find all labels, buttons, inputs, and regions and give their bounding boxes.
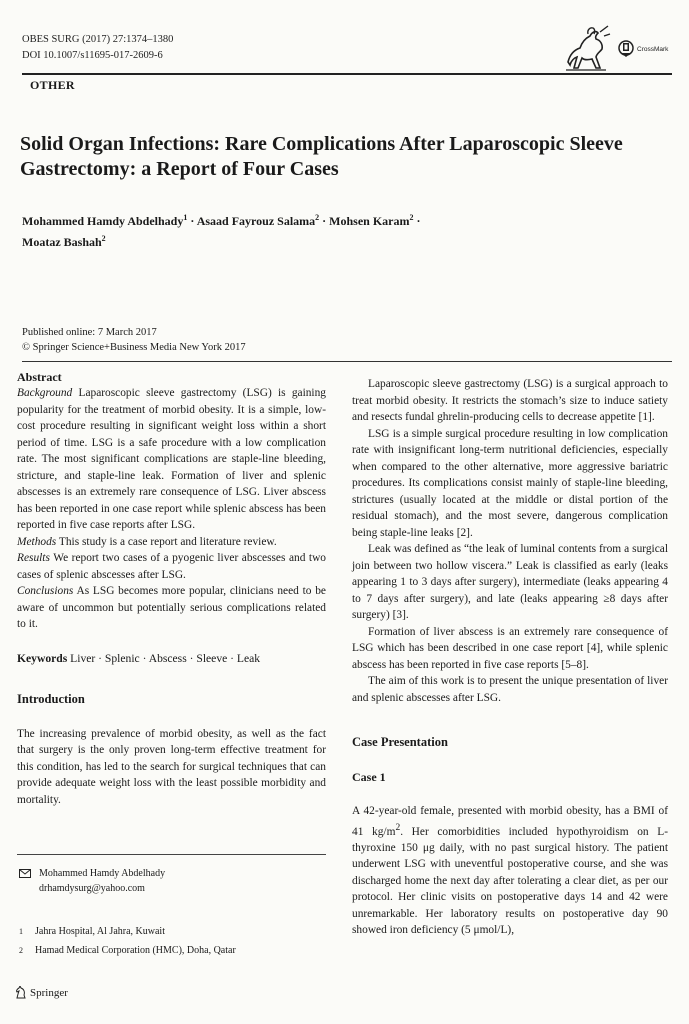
- body-paragraph: Formation of liver abscess is an extremely rare consequence of LSG which has been described in one case report [4], while splenic abscess has been reported in five case reports [5–8].: [352, 625, 668, 671]
- crossmark-icon: [618, 40, 634, 58]
- body-paragraph: Leak was defined as “the leak of luminal contents from a surgical join between two hollow viscera.” Leak is classified as early (leaks appearing 1 to 3 days after surgery), intermediate (leaks appearing 4 to 7 days after surgery), and late (leaks appearing ≥8 days after surgery) [3].: [352, 543, 668, 621]
- affiliation-number: 2: [19, 946, 23, 955]
- author-affiliation-marker: 2: [101, 234, 106, 243]
- keywords-text: Liver · Splenic · Abscess · Sleeve · Leak: [70, 651, 261, 665]
- article-section-type: OTHER: [30, 78, 75, 92]
- abstract-results: [17, 550, 326, 583]
- affiliation-1: [19, 924, 165, 939]
- abstract-label: Methods: [17, 535, 57, 548]
- author-list: Mohammed Hamdy Abdelhady$^1$ · Asaad Fayrouz Salama$^2$ · Mohsen Karam$^2$ · Moataz Bashah$^2$: [22, 213, 421, 249]
- copyright-line: © Springer Science+Business Media New York 2017: [22, 342, 246, 353]
- abstract-label: Background: [17, 387, 73, 399]
- corresponding-author-email[interactable]: drhamdysurg@yahoo.com: [39, 883, 145, 894]
- journal-citation: OBES SURG (2017) 27:1374–1380: [22, 34, 174, 45]
- abstract-text: As LSG becomes more popular, clinicians need to be aware of uncommon but potentially serious complications related to it.: [17, 585, 326, 630]
- body-paragraph: LSG is a simple surgical procedure resulting in low complication rate with insignificant long-term nutritional deficiencies, especially when compared to the other alternative, more aggressive bariatric procedures. Its complications consist mainly of staple-line bleeding, strictures (usually located at the middle or distal portion of the residual stomach), and the most severe, dangerous complication being staple-line leaks [2].: [352, 427, 668, 539]
- published-date: Published online: 7 March 2017: [22, 327, 157, 338]
- abstract-conclusions: [17, 583, 326, 633]
- header-rule: [22, 73, 672, 75]
- affiliation-text: Jahra Hospital, Al Jahra, Kuwait: [35, 926, 165, 937]
- abstract-methods: [17, 534, 326, 551]
- case-1-paragraph: [352, 803, 668, 939]
- body-paragraph: Laparoscopic sleeve gastrectomy (LSG) is a surgical approach to treat morbid obesity. It restricts the stomach’s size to induce satiety and resects fundal ghrelin-producing cells to decrease appetite [1].: [352, 378, 668, 423]
- crossmark-badge[interactable]: [618, 38, 678, 60]
- doi: DOI 10.1007/s11695-017-2609-6: [22, 50, 163, 61]
- corresponding-author-name: Mohammed Hamdy Abdelhady: [39, 868, 166, 879]
- abstract-background: [17, 385, 326, 534]
- crossmark-label: CrossMark: [637, 45, 669, 53]
- springer-horseman-logo: [560, 24, 612, 74]
- springer-chess-knight-icon: [15, 986, 27, 999]
- author-name[interactable]: Mohsen Karam: [329, 214, 410, 228]
- case-1-text: . Her comorbidities included hypothyroidism on L-thyroxine 150 μg daily, with no past surgical history. The patient underwent LSG with uneventful postoperative course, and she was discharged home the next day after tolerating a clear diet, as per our protocol. Her clinic visits on postoperative days 14 and 42 were unremarkable. Her laboratory results on postoperative day 90 showed iron deficiency (5 μmol/L),: [352, 825, 669, 937]
- case-1-text: A 42-year-old female, presented with morbid obesity, has a BMI of 41 kg/m: [352, 805, 668, 838]
- affiliation-number: 1: [19, 927, 23, 936]
- abstract-label: Conclusions: [17, 585, 74, 597]
- abstract-label: Results: [17, 552, 50, 564]
- corresponding-author: [19, 866, 165, 896]
- author-affiliation-marker: 2: [315, 213, 320, 222]
- body-paragraph: The aim of this work is to present the unique presentation of liver and splenic abscesses after LSG.: [352, 675, 668, 704]
- publisher-name: Springer: [30, 986, 68, 999]
- keywords: [17, 651, 326, 668]
- introduction-paragraph: The increasing prevalence of morbid obesity, as well as the fact that surgery is the only proven long-term effective treatment for this condition, has led to the search for surgical techniques that can provide adequate weight loss with the least possible morbidity and mortality.: [17, 727, 326, 806]
- abstract-heading: Abstract: [17, 370, 62, 384]
- footnote-rule: [17, 854, 326, 855]
- affiliation-2: [19, 943, 236, 958]
- author-affiliation-marker: 1: [183, 213, 188, 222]
- introduction-heading: Introduction: [17, 692, 85, 706]
- publisher-footer: [15, 986, 68, 999]
- case-presentation-heading: Case Presentation: [352, 735, 448, 749]
- abstract-text: This study is a case report and literature review.: [58, 535, 277, 548]
- author-name[interactable]: Asaad Fayrouz Salama: [196, 214, 316, 228]
- metadata-rule: [22, 361, 672, 362]
- author-affiliation-marker: 2: [409, 213, 414, 222]
- case-1-heading: Case 1: [352, 769, 386, 784]
- author-name[interactable]: Moataz Bashah: [22, 235, 102, 249]
- affiliation-text: Hamad Medical Corporation (HMC), Doha, Qatar: [35, 945, 236, 956]
- author-name[interactable]: Mohammed Hamdy Abdelhady: [22, 214, 184, 228]
- abstract-text: We report two cases of a pyogenic liver abscesses and two cases of splenic abscesses after LSG.: [17, 552, 326, 581]
- right-column: [352, 376, 668, 939]
- article-title: Solid Organ Infections: Rare Complications After Laparoscopic Sleeve Gastrectomy: a Report of Four Cases: [20, 133, 623, 180]
- superscript: 2: [395, 822, 401, 833]
- envelope-icon: [19, 869, 31, 878]
- left-column: [17, 370, 326, 808]
- abstract-text: Laparoscopic sleeve gastrectomy (LSG) is gaining popularity for the treatment of morbid obesity. It is a simple, low-cost procedure resulting in significant weight loss within a short period of time. LSG is a safe procedure with a low complication rate. The most significant complications are staple-line bleeding, stricture, and staple-line leak. Formation of liver and splenic abscesses is an extremely rare consequence of LSG. Liver abscess has been reported in one case report while splenic abscess has been reported in five case reports after LSG.: [17, 387, 326, 531]
- keywords-label: Keywords: [17, 651, 68, 665]
